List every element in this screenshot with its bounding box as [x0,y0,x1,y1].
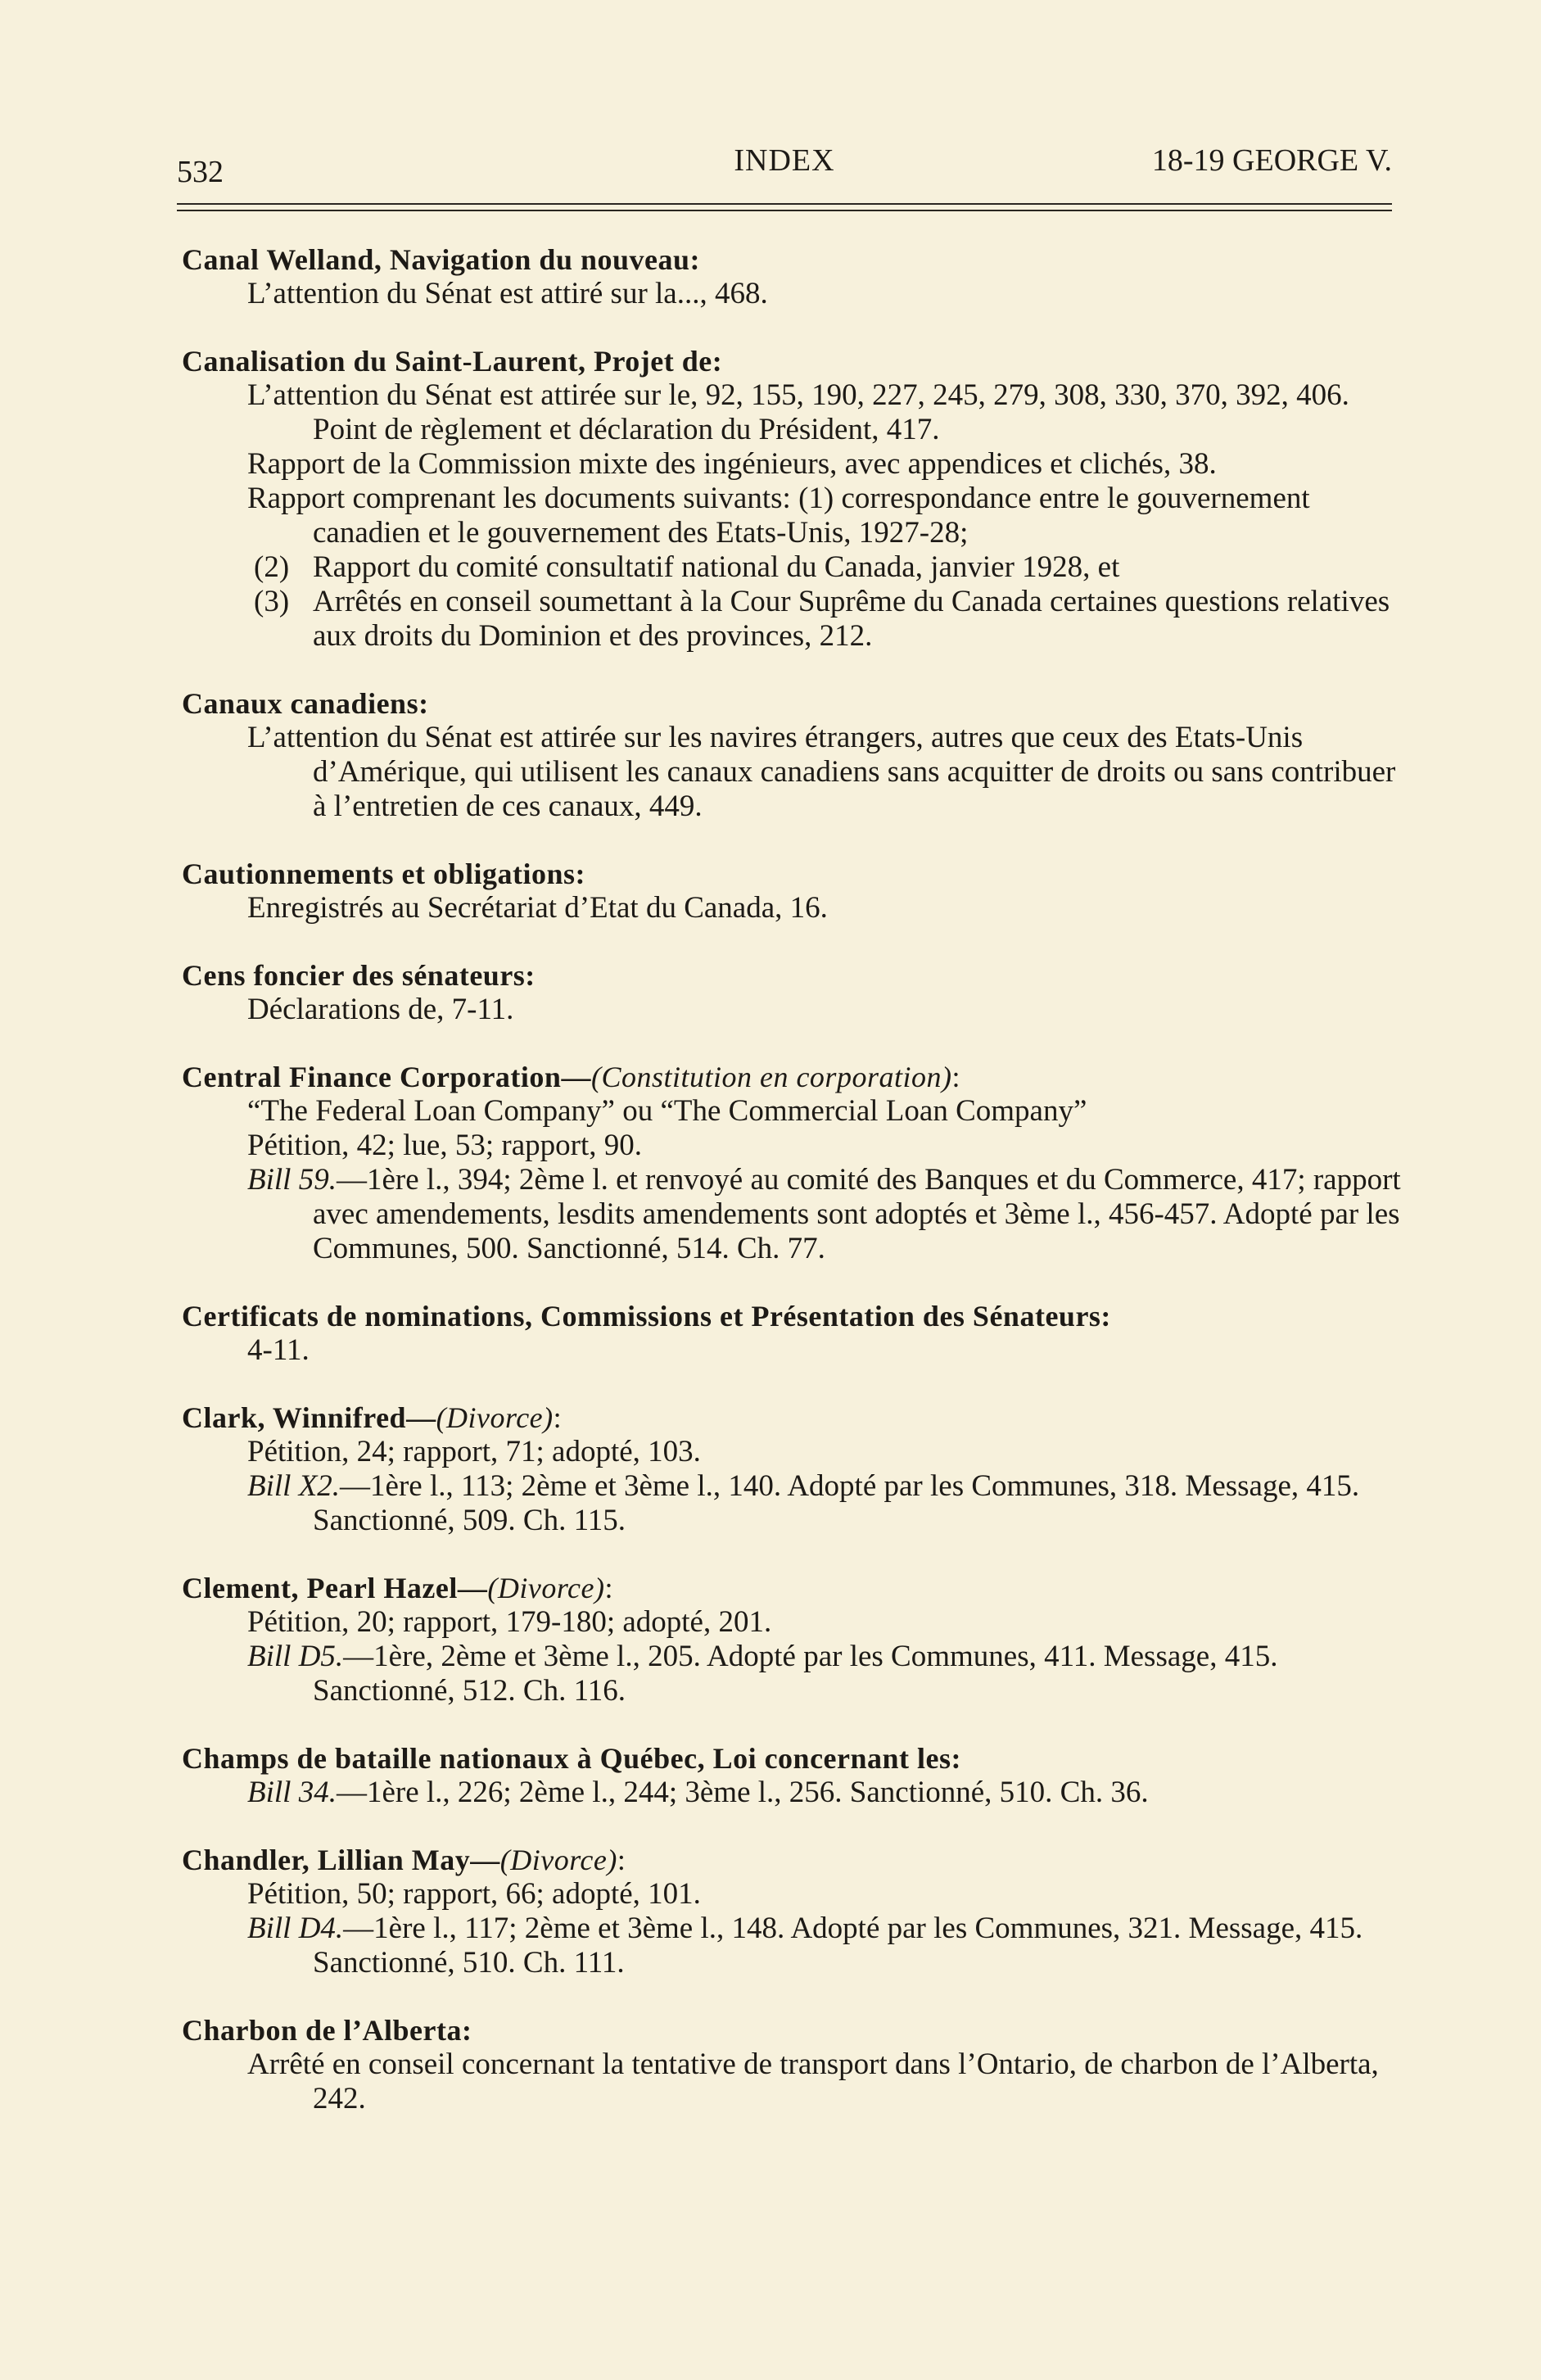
index-entry-canal-welland [182,242,1402,311]
entry-heading: Charbon de l’Alberta: [182,2014,472,2047]
entry-line: Pétition, 24; rapport, 71; adopté, 103. [247,1435,701,1468]
entry-bill-line [182,1912,1402,1980]
index-entry-cens-foncier [182,958,1402,1027]
bill-history: —1ère l., 394; 2ème l. et renvoyé au comité des Banques et du Commerce, 417; rapport avec amendements, lesdits amendements sont adoptés et 3ème l., 456-457. Adopté par les Communes, 500. Sanctionné, 514. Ch. 77. [313,1163,1401,1265]
index-entry-clement [182,1571,1402,1708]
entry-heading-qualifier: (Divorce) [436,1401,554,1434]
entry-line: Pétition, 20; rapport, 179-180; adopté, 201. [247,1605,772,1639]
entry-heading: Champs de bataille nationaux à Québec, Loi concernant les: [182,1742,962,1775]
entry-heading-qualifier: (Divorce) [487,1572,605,1604]
index-entry-central-finance [182,1060,1402,1266]
entry-heading: Canalisation du Saint-Laurent, Projet de: [182,345,723,378]
item-number: (3) [254,585,290,618]
bill-history: —1ère l., 117; 2ème et 3ème l., 148. Adopté par les Communes, 321. Message, 415. Sanctionné, 510. Ch. 111. [313,1912,1363,1980]
entry-bill-line [182,1776,1402,1810]
entry-heading: Cautionnements et obligations: [182,857,586,890]
entry-line: Pétition, 50; rapport, 66; adopté, 101. [247,1877,701,1911]
header-rule-top [177,203,1392,205]
index-entry-cautionnements [182,857,1402,925]
entry-heading: Certificats de nominations, Commissions et Présentation des Sénateurs: [182,1300,1111,1333]
bill-history: —1ère l., 113; 2ème et 3ème l., 140. Adopté par les Communes, 318. Message, 415. Sanctionné, 509. Ch. 115. [313,1469,1360,1537]
bill-number: Bill 59. [247,1163,337,1197]
entry-heading [182,1843,1402,1877]
entry-heading-main: Chandler, Lillian May— [182,1844,500,1876]
item-number: (2) [254,550,290,584]
entry-line: L’attention du Sénat est attirée sur le, 92, 155, 190, 227, 245, 279, 308, 330, 370, 392, 406. Point de règlement et déclaration du Président, 417. [247,378,1349,446]
entry-heading-colon: : [604,1572,613,1604]
entry-heading [182,1400,1402,1435]
bill-number: Bill 34. [247,1776,337,1809]
entry-line: Arrêté en conseil concernant la tentative de transport dans l’Ontario, de charbon de l’Alberta, 242. [247,2047,1379,2115]
entry-line: Enregistrés au Secrétariat d’Etat du Canada, 16. [247,891,828,925]
entry-heading-main: Central Finance Corporation— [182,1061,591,1093]
bill-number: Bill D5. [247,1640,344,1673]
entry-bill-line [182,1469,1402,1538]
entry-heading-colon: : [553,1401,563,1434]
index-entry-clark [182,1400,1402,1538]
entry-heading-colon: : [617,1844,626,1876]
entry-line-text: Rapport du comité consultatif national du Canada, janvier 1928, et [313,550,1120,584]
bill-number: Bill X2. [247,1469,341,1503]
entry-heading: Canal Welland, Navigation du nouveau: [182,243,700,276]
entry-line: L’attention du Sénat est attiré sur la..., 468. [247,277,768,310]
entry-line: “The Federal Loan Company” ou “The Commercial Loan Company” [247,1094,1087,1128]
entry-heading-qualifier: (Divorce) [499,1844,617,1876]
entry-line: L’attention du Sénat est attirée sur les navires étrangers, autres que ceux des Etats-Unis d’Amérique, qui utilisent les canaux canadiens sans acquitter de droits ou sans contribuer à l’entretien de ces canaux, 449. [247,721,1396,823]
bill-number: Bill D4. [247,1912,344,1945]
bill-history: —1ère, 2ème et 3ème l., 205. Adopté par les Communes, 411. Message, 415. Sanctionné, 512. Ch. 116. [313,1640,1278,1708]
entry-line-text: Arrêtés en conseil soumettant à la Cour Suprême du Canada certaines questions relatives aux droits du Dominion et des provinces, 212. [313,585,1390,653]
index-entry-chandler [182,1843,1402,1980]
entry-line: Rapport de la Commission mixte des ingénieurs, avec appendices et clichés, 38. [247,447,1217,481]
entry-heading: Cens foncier des sénateurs: [182,959,536,992]
entry-heading-main: Clement, Pearl Hazel— [182,1572,488,1604]
index-entry-canaux [182,686,1402,824]
entry-heading [182,1571,1402,1605]
entry-line: Déclarations de, 7-11. [247,993,514,1026]
entry-heading-main: Clark, Winnifred— [182,1401,436,1434]
bill-history: —1ère l., 226; 2ème l., 244; 3ème l., 256. Sanctionné, 510. Ch. 36. [336,1776,1149,1809]
entry-heading-qualifier: (Constitution en corporation) [590,1061,952,1093]
entry-numbered-line [182,585,1402,654]
index-entry-canalisation [182,344,1402,654]
header-volume: 18-19 GEORGE V. [1151,143,1392,178]
entry-heading [182,1060,1402,1094]
entry-heading-colon: : [951,1061,960,1093]
header-rule-bottom [177,210,1392,211]
index-entry-champs-bataille [182,1741,1402,1810]
entry-line: Pétition, 42; lue, 53; rapport, 90. [247,1129,642,1162]
running-head [177,139,1392,188]
index-entry-certificats [182,1299,1402,1368]
entry-heading: Canaux canadiens: [182,687,429,720]
entry-numbered-line [182,550,1402,585]
page-number: 532 [177,155,224,189]
entry-line: Rapport comprenant les documents suivants: (1) correspondance entre le gouvernement canadien et le gouvernement des Etats-Unis, 1927-28; [247,482,1310,550]
entry-bill-line [182,1163,1402,1266]
index-entries [182,242,1402,2149]
entry-bill-line [182,1640,1402,1708]
page-title: INDEX [734,143,835,178]
entry-line: 4-11. [247,1333,310,1367]
index-entry-charbon [182,2013,1402,2116]
